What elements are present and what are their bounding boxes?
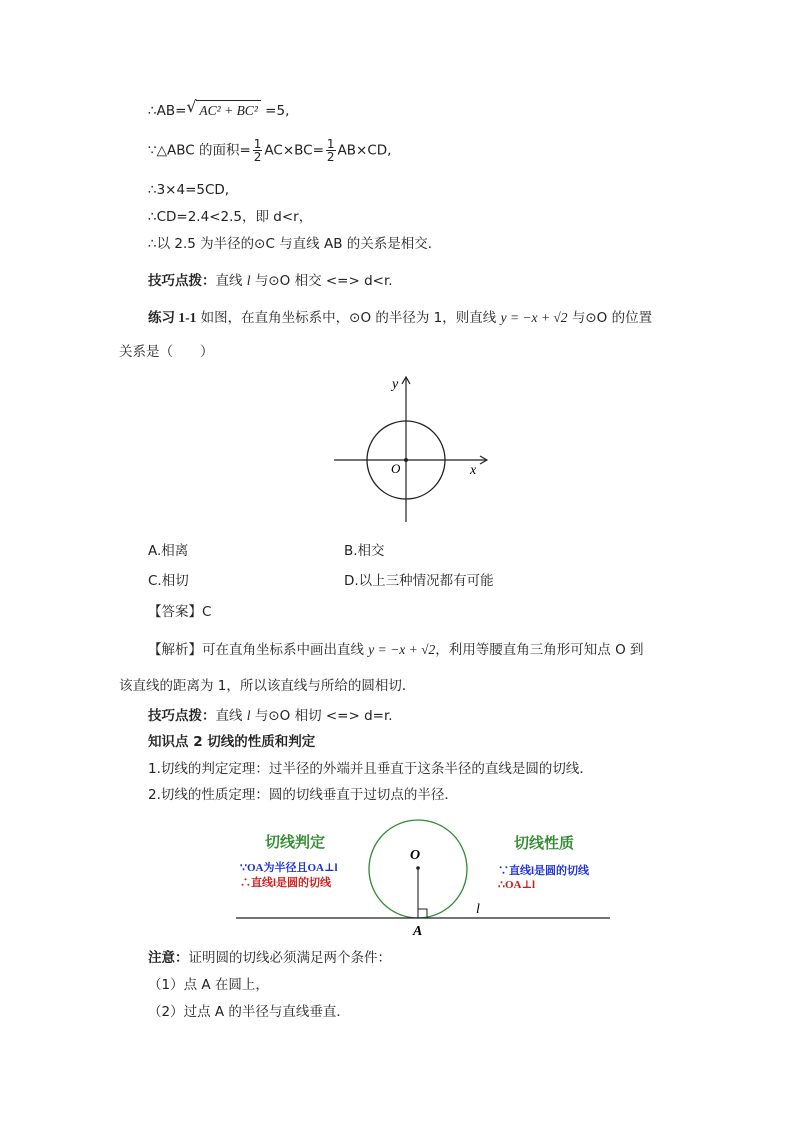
line-area-equation <box>148 138 391 163</box>
exercise-line1 <box>148 308 652 328</box>
text: 证明圆的切线必须满足两个条件： <box>188 950 391 966</box>
tip-label: 技巧点拨： <box>148 273 216 289</box>
text: AC×BC= <box>264 142 324 159</box>
answer: 【答案】C <box>148 604 212 620</box>
text: ∵△ABC 的面积= <box>148 142 251 159</box>
right-angle-mark <box>418 909 427 918</box>
left-title: 切线判定 <box>265 835 326 851</box>
option-a: A.相离 <box>148 543 189 559</box>
left-line1: ∵OA为半径且OA⊥l <box>240 862 338 874</box>
text: 如图，在直角坐标系中，⊙O 的半径为 1，则直线 <box>196 310 501 326</box>
sqrt-expression: √ AC² + BC² <box>186 100 260 121</box>
text: AB×CD, <box>337 142 392 159</box>
var-l: l <box>246 708 251 723</box>
analysis-line1 <box>148 640 644 660</box>
fraction-half <box>326 138 336 163</box>
right-line2: ∴OA⊥l <box>498 879 536 891</box>
tip-intersect <box>148 271 393 291</box>
knowledge-item-1: 1.切线的判定定理：过半径的外端并且垂直于这条半径的直线是圆的切线． <box>148 761 593 777</box>
right-title: 切线性质 <box>514 836 575 852</box>
formula: y = −x + √2 <box>500 310 568 325</box>
line-3: ∴3×4=5CD, <box>148 182 230 198</box>
coordinate-figure <box>320 372 500 527</box>
center-label: O <box>410 848 421 863</box>
fraction-half <box>253 138 263 163</box>
var-l: l <box>246 273 251 288</box>
text: 可在直角坐标系中画出直线 <box>202 642 369 658</box>
text: 直线 <box>215 273 247 289</box>
option-b: B.相交 <box>344 543 385 559</box>
analysis-label: 【解析】 <box>148 642 202 658</box>
tangent-figure <box>230 812 615 940</box>
note-condition-1: （1）点 A 在圆上， <box>148 977 269 993</box>
numerator: 1 <box>253 137 262 151</box>
line-l-label: l <box>476 902 480 917</box>
numerator: 1 <box>326 137 335 151</box>
left-line2: ∴直线l是圆的切线 <box>240 877 332 889</box>
knowledge-title: 知识点 2 切线的性质和判定 <box>148 734 316 750</box>
tip-tangent <box>148 706 393 726</box>
knowledge-item-2: 2.切线的性质定理：圆的切线垂直于过切点的半径． <box>148 787 458 803</box>
denominator: 2 <box>326 150 335 164</box>
line-ab-equation <box>148 97 290 121</box>
note-line <box>148 948 391 968</box>
exercise-line2: 关系是（ ） <box>119 344 214 360</box>
note-label: 注意： <box>148 950 189 966</box>
y-label: y <box>392 377 399 392</box>
line-5: ∴以 2.5 为半径的⊙C 与直线 AB 的关系是相交． <box>148 236 442 252</box>
text: ，利用等腰直角三角形可知点 O 到 <box>435 642 644 658</box>
origin-label: O <box>391 461 401 476</box>
denominator: 2 <box>253 150 262 164</box>
x-label: x <box>470 463 477 478</box>
text: =5, <box>265 103 290 119</box>
note-condition-2: （2）过点 A 的半径与直线垂直． <box>148 1004 350 1020</box>
option-d: D.以上三种情况都有可能 <box>344 573 494 589</box>
text: 直线 <box>215 708 247 724</box>
text: 与⊙O 的位置 <box>567 310 653 326</box>
point-a-label: A <box>413 924 423 939</box>
text: 与⊙O 相交 <=> d<r. <box>250 273 393 289</box>
tip-label: 技巧点拨： <box>148 708 216 724</box>
line-4: ∴CD=2.4<2.5，即 d<r， <box>148 209 313 225</box>
option-c: C.相切 <box>148 573 189 589</box>
text: 与⊙O 相切 <=> d=r. <box>250 708 393 724</box>
right-line1: ∵直线l是圆的切线 <box>498 865 590 877</box>
origin-dot <box>404 458 408 462</box>
analysis-line2: 该直线的距离为 1，所以该直线与所给的圆相切． <box>119 678 416 694</box>
exercise-label: 练习 1-1 <box>148 310 197 325</box>
formula: y = −x + √2 <box>368 642 436 657</box>
text: ∴AB= <box>148 103 187 119</box>
radicand: AC² + BC² <box>196 100 260 121</box>
center-dot <box>416 866 420 870</box>
